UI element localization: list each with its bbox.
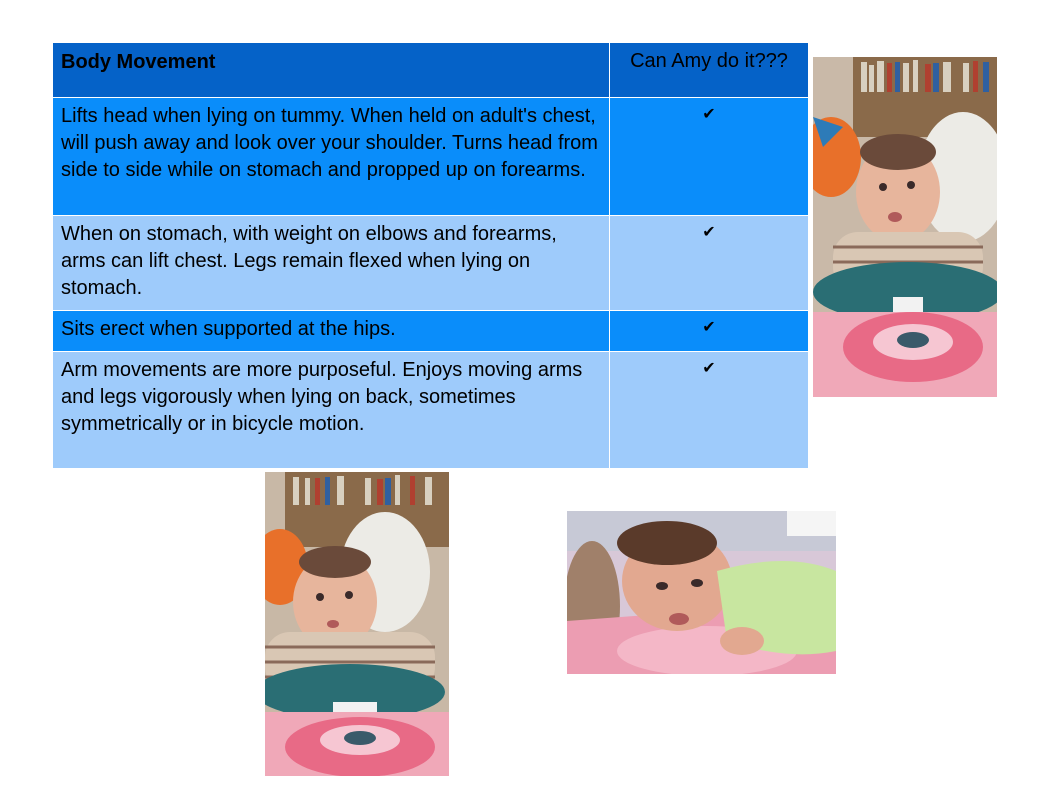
table-row — [53, 311, 809, 352]
table-row — [53, 216, 809, 311]
table-row — [53, 352, 809, 469]
baby-photo-top-right — [813, 57, 997, 397]
movement-cell: When on stomach, with weight on elbows and forearms, arms can lift chest. Legs remain flexed when lying on stomach. — [53, 216, 610, 311]
milestone-table — [52, 42, 809, 469]
movement-cell: Sits erect when supported at the hips. — [53, 311, 610, 352]
table-header-row — [53, 43, 809, 98]
header-body-movement: Body Movement — [53, 43, 610, 98]
baby-photo-bottom-right — [567, 511, 836, 674]
header-can-amy-do-it: Can Amy do it??? — [610, 43, 809, 98]
table-row — [53, 98, 809, 216]
check-icon: ✔ — [610, 352, 809, 469]
check-icon: ✔ — [610, 311, 809, 352]
movement-cell: Arm movements are more purposeful. Enjoys moving arms and legs vigorously when lying on back, sometimes symmetrically or in bicycle motion. — [53, 352, 610, 469]
check-icon: ✔ — [610, 216, 809, 311]
movement-cell: Lifts head when lying on tummy. When held on adult's chest, will push away and look over your shoulder. Turns head from side to side while on stomach and propped up on forearms. — [53, 98, 610, 216]
baby-photo-bottom-left — [265, 472, 449, 776]
check-icon: ✔ — [610, 98, 809, 216]
